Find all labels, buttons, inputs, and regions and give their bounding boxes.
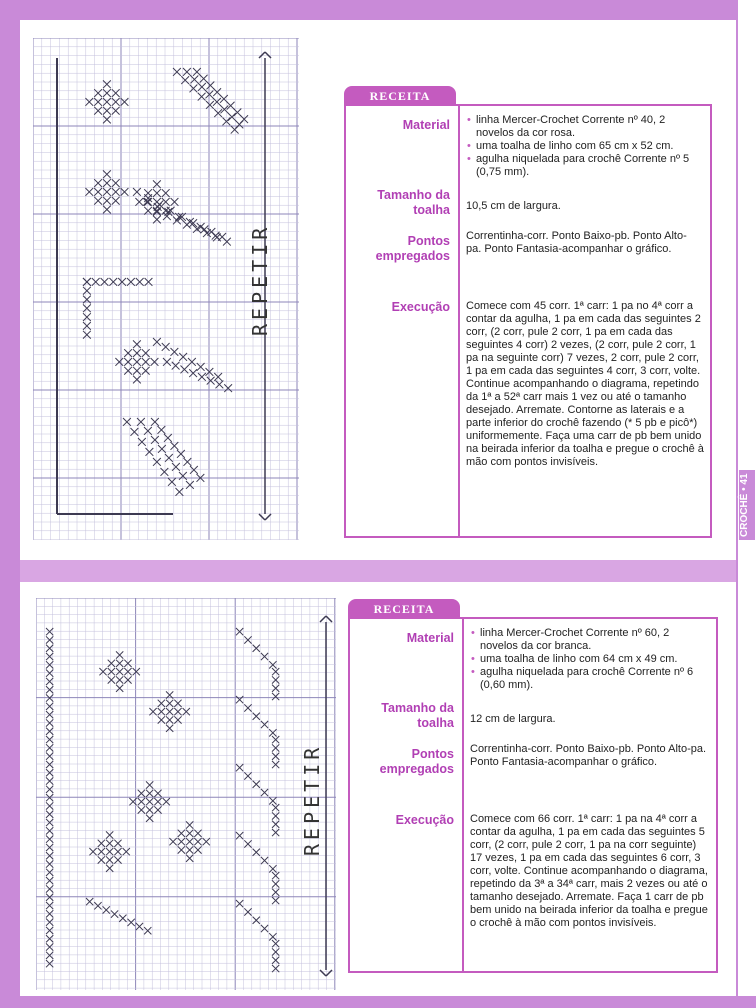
stitch-mark xyxy=(189,369,197,377)
stitch-mark xyxy=(103,98,111,106)
stitch-mark xyxy=(181,366,189,374)
stitch-mark xyxy=(108,668,115,675)
stitch-mark xyxy=(253,713,260,720)
stitch-mark xyxy=(171,198,179,206)
crochet-chart-2 xyxy=(36,598,336,990)
stitch-mark xyxy=(123,848,130,855)
stitch-mark xyxy=(112,188,120,196)
stitch-mark xyxy=(272,821,279,828)
repeat-label-2: REPETIR xyxy=(300,743,324,856)
stitch-mark xyxy=(116,668,123,675)
stitch-mark xyxy=(153,458,161,466)
stitch-mark xyxy=(94,902,101,909)
stitch-mark xyxy=(119,915,126,922)
stitch-mark xyxy=(236,900,243,907)
stitch-mark xyxy=(173,217,181,225)
stitch-mark xyxy=(46,852,53,859)
stitch-mark xyxy=(223,238,231,246)
stitch-mark xyxy=(272,948,279,955)
stitch-mark xyxy=(144,427,152,435)
stitch-mark xyxy=(184,458,192,466)
stitch-mark xyxy=(272,889,279,896)
stitch-mark xyxy=(133,376,141,384)
stitch-mark xyxy=(253,645,260,652)
recipe-1-execution-value: Comece com 45 corr. 1ª carr: 1 pa no 4ª corr a contar da agulha, 1 pa em cada das seguintes 2 corr, (2 corr, pule 2 corr, 1 pa em cada das seguintes 4 corr) 2 vezes, (2 corr, pule 2 corr, 1 pa na seguinte corr) 7 vezes, 2 corr, pule 2 corr, 1 pa em cada das seguintes 4 corr, 3 corr, volte. Continue acompanhando o diagrama, repetindo da 1ª a 52ª carr mais 1 vez ou até o tamanho desejado. Arremate. Contorne as laterais e a parte inferior do crochê fazendo (* 5 pb e picô*) uniformemente. Faça uma carr de pb bem unido na beirada inferior da toalha e pregue o crochê à mão com pontos invisíveis. xyxy=(466,300,704,468)
stitch-mark xyxy=(146,448,154,456)
stitch-mark xyxy=(177,450,185,458)
stitch-mark xyxy=(253,781,260,788)
stitch-mark xyxy=(46,645,53,652)
stitch-mark xyxy=(244,772,251,779)
stitch-mark xyxy=(116,676,123,683)
stitch-mark xyxy=(124,367,132,375)
stitch-mark xyxy=(46,919,53,926)
stitch-mark xyxy=(151,358,159,366)
stitch-mark xyxy=(46,827,53,834)
stitch-mark xyxy=(172,463,180,471)
stitch-mark xyxy=(261,857,268,864)
stitch-mark xyxy=(46,777,53,784)
stitch-mark xyxy=(186,846,193,853)
stitch-mark xyxy=(244,704,251,711)
stitch-mark xyxy=(106,840,113,847)
stitch-mark xyxy=(85,98,93,106)
recipe-2-stitches-label: Pontos empregados xyxy=(379,747,454,776)
recipe-2-stitches-value: Correntinha-corr. Ponto Baixo-pb. Ponto Alto-pa. Ponto Fantasia-acompanhar o gráfico. xyxy=(470,743,707,768)
stitch-mark xyxy=(207,82,215,90)
stitch-mark xyxy=(103,197,111,205)
stitch-mark xyxy=(46,711,53,718)
stitch-mark xyxy=(98,840,105,847)
stitch-mark xyxy=(94,179,102,187)
stitch-mark xyxy=(144,927,151,934)
stitch-mark xyxy=(112,107,120,115)
stitch-mark xyxy=(115,358,123,366)
recipe-2-size-value: 12 cm de largura. xyxy=(470,713,556,725)
stitch-mark xyxy=(244,636,251,643)
stitch-mark xyxy=(46,636,53,643)
stitch-mark xyxy=(188,358,196,366)
chart-rule xyxy=(320,616,326,622)
stitch-mark xyxy=(269,865,276,872)
page-border-left xyxy=(0,0,20,1008)
stitch-mark xyxy=(261,653,268,660)
stitch-mark xyxy=(116,685,123,692)
stitch-mark xyxy=(124,660,131,667)
stitch-mark xyxy=(186,830,193,837)
stitch-mark xyxy=(46,877,53,884)
stitch-mark xyxy=(114,848,121,855)
stitch-mark xyxy=(46,844,53,851)
stitch-mark xyxy=(103,170,111,178)
stitch-mark xyxy=(106,848,113,855)
stitch-mark xyxy=(46,753,53,760)
stitch-mark xyxy=(86,898,93,905)
chart-2-graphic xyxy=(36,598,336,990)
stitch-mark xyxy=(46,786,53,793)
stitch-mark xyxy=(142,367,150,375)
recipe-2-execution-label: Execução xyxy=(395,813,454,827)
stitch-mark xyxy=(142,358,150,366)
stitch-mark xyxy=(124,676,131,683)
stitch-mark xyxy=(253,849,260,856)
stitch-mark xyxy=(46,703,53,710)
stitch-mark xyxy=(46,653,53,660)
stitch-mark xyxy=(190,85,198,93)
stitch-mark xyxy=(121,98,129,106)
recipe-2-execution-value: Comece com 66 corr. 1ª carr: 1 pa na 4ª corr a contar da agulha, 1 pa em cada das seguintes 5 corr, (2 corr, pule 2 corr, 1 pa na corr seguinte) 17 vezes, 1 pa em cada das seguintes 6 corr, 3 corr, volte. Continue acompanhando o diagrama, repetindo da 3ª a 34ª carr, mais 2 vezes ou até o tamanho desejado. Arremate. Faça 1 carr de pb bem unido na beirada inferior da toalha e pregue o crochê à mão com pontos invisíveis. xyxy=(470,813,708,929)
stitch-mark xyxy=(103,80,111,88)
stitch-mark xyxy=(142,349,150,357)
stitch-mark xyxy=(46,960,53,967)
stitch-mark xyxy=(172,362,180,370)
stitch-mark xyxy=(144,198,152,206)
recipe-2-material-list xyxy=(470,627,710,692)
stitch-mark xyxy=(186,838,193,845)
stitch-mark xyxy=(121,188,129,196)
stitch-mark xyxy=(46,719,53,726)
stitch-mark xyxy=(46,902,53,909)
recipe-1-material-list xyxy=(466,114,702,179)
stitch-mark xyxy=(144,189,152,197)
stitch-mark xyxy=(261,789,268,796)
stitch-mark xyxy=(138,438,146,446)
stitch-mark xyxy=(236,628,243,635)
stitch-mark xyxy=(111,910,118,917)
stitch-mark xyxy=(46,935,53,942)
stitch-mark xyxy=(162,343,170,351)
stitch-mark xyxy=(198,373,206,381)
stitch-mark xyxy=(46,836,53,843)
stitch-mark xyxy=(201,226,209,234)
stitch-mark xyxy=(272,965,279,972)
stitch-mark xyxy=(169,838,176,845)
stitch-mark xyxy=(112,98,120,106)
stitch-mark xyxy=(272,668,279,675)
stitch-mark xyxy=(46,628,53,635)
stitch-mark xyxy=(112,89,120,97)
stitch-mark xyxy=(171,442,179,450)
stitch-mark xyxy=(99,668,106,675)
stitch-mark xyxy=(200,75,208,83)
stitch-mark xyxy=(46,686,53,693)
page-border-top xyxy=(0,0,756,20)
stitch-mark xyxy=(46,910,53,917)
repeat-label-1: REPETIR xyxy=(248,223,272,336)
stitch-mark xyxy=(189,219,197,227)
stitch-mark xyxy=(179,472,187,480)
stitch-mark xyxy=(98,856,105,863)
stitch-mark xyxy=(213,88,221,96)
recipe-2-size-label: Tamanho da toalha xyxy=(381,701,454,730)
stitch-mark xyxy=(133,340,141,348)
chart-rule xyxy=(320,970,326,976)
stitch-mark xyxy=(213,98,221,106)
stitch-mark xyxy=(168,478,176,486)
stitch-mark xyxy=(272,676,279,683)
stitch-mark xyxy=(214,373,222,381)
stitch-mark xyxy=(94,188,102,196)
stitch-mark xyxy=(272,897,279,904)
recipe-1-stitches-value: Correntinha-corr. Ponto Baixo-pb. Ponto Alto-pa. Ponto Fantasia-acompanhar o gráfico. xyxy=(466,230,687,255)
stitch-mark xyxy=(124,668,131,675)
stitch-mark xyxy=(46,769,53,776)
stitch-mark xyxy=(272,940,279,947)
recipe-1-size-value: 10,5 cm de largura. xyxy=(466,200,561,212)
stitch-mark xyxy=(108,660,115,667)
stitch-mark xyxy=(46,869,53,876)
stitch-mark xyxy=(272,685,279,692)
stitch-mark xyxy=(106,865,113,872)
stitch-mark xyxy=(197,363,205,371)
stitch-mark xyxy=(94,98,102,106)
stitch-mark xyxy=(114,856,121,863)
stitch-mark xyxy=(103,188,111,196)
stitch-mark xyxy=(46,885,53,892)
stitch-mark xyxy=(194,830,201,837)
stitch-mark xyxy=(272,736,279,743)
stitch-mark xyxy=(193,68,201,76)
recipe-1-tab: RECEITA xyxy=(344,86,456,107)
recipe-2-tab: RECEITA xyxy=(348,599,460,620)
stitch-mark xyxy=(206,101,214,109)
stitch-mark xyxy=(46,761,53,768)
stitch-mark xyxy=(153,208,161,216)
stitch-mark xyxy=(153,198,161,206)
recipe-1-material-item: • linha Mercer-Crochet Corrente nº 40, 2 novelos da cor rosa. xyxy=(476,114,702,140)
stitch-mark xyxy=(46,819,53,826)
stitch-mark xyxy=(85,188,93,196)
stitch-mark xyxy=(137,418,145,426)
chart-rule xyxy=(326,616,332,622)
chart-rule xyxy=(326,970,332,976)
stitch-mark xyxy=(272,872,279,879)
stitch-mark xyxy=(178,846,185,853)
recipe-1-stitches-label: Pontos empregados xyxy=(375,234,450,263)
recipe-2-material-item: • agulha niquelada para crochê Corrente nº 6 (0,60 mm). xyxy=(480,666,710,692)
recipe-2-material-item: • linha Mercer-Crochet Corrente nº 60, 2 novelos da cor branca. xyxy=(480,627,710,653)
recipe-2-column-divider xyxy=(462,619,464,971)
stitch-mark xyxy=(207,377,215,385)
stitch-mark xyxy=(234,109,242,117)
stitch-mark xyxy=(133,188,141,196)
stitch-mark xyxy=(46,927,53,934)
stitch-mark xyxy=(153,180,161,188)
stitch-mark xyxy=(136,923,143,930)
stitch-mark xyxy=(272,744,279,751)
recipe-2-material-label: Material xyxy=(406,631,454,645)
recipe-1-size-label: Tamanho da toalha xyxy=(377,188,450,217)
stitch-mark xyxy=(103,116,111,124)
stitch-mark xyxy=(128,919,135,926)
stitch-mark xyxy=(186,855,193,862)
stitch-mark xyxy=(178,830,185,837)
stitch-mark xyxy=(269,797,276,804)
stitch-mark xyxy=(106,856,113,863)
stitch-mark xyxy=(46,802,53,809)
stitch-mark xyxy=(116,660,123,667)
stitch-mark xyxy=(46,661,53,668)
stitch-mark xyxy=(198,83,206,91)
stitch-mark xyxy=(151,418,159,426)
stitch-mark xyxy=(108,676,115,683)
recipe-1-material-item: • uma toalha de linho com 65 cm x 52 cm. xyxy=(476,140,702,153)
stitch-mark xyxy=(272,693,279,700)
stitch-mark xyxy=(124,349,132,357)
stitch-mark xyxy=(261,721,268,728)
stitch-mark xyxy=(153,189,161,197)
recipe-1-material-label: Material xyxy=(402,118,450,132)
stitch-mark xyxy=(236,832,243,839)
stitch-mark xyxy=(153,216,161,224)
stitch-mark xyxy=(153,338,161,346)
stitch-mark xyxy=(162,198,170,206)
stitch-mark xyxy=(46,728,53,735)
stitch-mark xyxy=(244,840,251,847)
stitch-mark xyxy=(194,838,201,845)
stitch-mark xyxy=(94,107,102,115)
stitch-mark xyxy=(133,367,141,375)
stitch-mark xyxy=(46,952,53,959)
stitch-mark xyxy=(124,358,132,366)
stitch-mark xyxy=(272,957,279,964)
stitch-mark xyxy=(46,744,53,751)
stitch-mark xyxy=(228,113,236,121)
stitch-mark xyxy=(162,207,170,215)
stitch-mark xyxy=(244,908,251,915)
chart-rule xyxy=(265,514,271,520)
stitch-mark xyxy=(203,838,210,845)
stitch-mark xyxy=(133,358,141,366)
stitch-mark xyxy=(103,206,111,214)
stitch-mark xyxy=(131,428,139,436)
stitch-mark xyxy=(163,358,171,366)
stitch-mark xyxy=(158,426,166,434)
stitch-mark xyxy=(272,761,279,768)
recipe-2-box xyxy=(348,617,718,973)
stitch-mark xyxy=(186,821,193,828)
stitch-mark xyxy=(253,917,260,924)
stitch-mark xyxy=(135,198,143,206)
stitch-mark xyxy=(162,189,170,197)
stitch-mark xyxy=(269,661,276,668)
stitch-mark xyxy=(176,488,184,496)
stitch-mark xyxy=(173,68,181,76)
stitch-mark xyxy=(46,943,53,950)
stitch-mark xyxy=(272,880,279,887)
stitch-mark xyxy=(46,678,53,685)
chart-rule xyxy=(265,52,271,58)
stitch-mark xyxy=(269,729,276,736)
stitch-mark xyxy=(112,197,120,205)
page-border-bottom xyxy=(0,996,756,1008)
stitch-mark xyxy=(116,651,123,658)
stitch-mark xyxy=(224,384,232,392)
stitch-mark xyxy=(106,831,113,838)
stitch-mark xyxy=(183,221,191,229)
stitch-mark xyxy=(46,860,53,867)
stitch-mark xyxy=(236,696,243,703)
stitch-mark xyxy=(133,349,141,357)
stitch-mark xyxy=(89,848,96,855)
stitch-mark xyxy=(261,925,268,932)
stitch-mark xyxy=(178,838,185,845)
stitch-mark xyxy=(186,481,194,489)
stitch-mark xyxy=(183,68,191,76)
stitch-mark xyxy=(103,89,111,97)
recipe-1-material-item: • agulha niquelada para crochê Corrente nº 5 (0,75 mm). xyxy=(476,153,702,179)
recipe-2-material-item: • uma toalha de linho com 64 cm x 49 cm. xyxy=(480,653,710,666)
stitch-mark xyxy=(272,812,279,819)
stitch-mark xyxy=(103,906,110,913)
section-divider xyxy=(20,560,736,582)
stitch-mark xyxy=(179,353,187,361)
stitch-mark xyxy=(103,179,111,187)
stitch-mark xyxy=(112,179,120,187)
stitch-mark xyxy=(114,840,121,847)
stitch-mark xyxy=(98,848,105,855)
stitch-mark xyxy=(272,753,279,760)
stitch-mark xyxy=(46,811,53,818)
recipe-1-column-divider xyxy=(458,106,460,536)
stitch-mark xyxy=(216,381,224,389)
recipe-1-box xyxy=(344,104,712,538)
stitch-mark xyxy=(46,670,53,677)
recipe-1-execution-label: Execução xyxy=(391,300,450,314)
stitch-mark xyxy=(269,933,276,940)
stitch-mark xyxy=(94,197,102,205)
stitch-mark xyxy=(94,89,102,97)
stitch-mark xyxy=(272,804,279,811)
stitch-mark xyxy=(46,736,53,743)
stitch-mark xyxy=(272,829,279,836)
stitch-mark xyxy=(133,668,140,675)
stitch-mark xyxy=(103,107,111,115)
page-number-label: CROCHÊ • 41 xyxy=(739,470,755,540)
stitch-mark xyxy=(144,207,152,215)
stitch-mark xyxy=(236,764,243,771)
stitch-mark xyxy=(194,846,201,853)
